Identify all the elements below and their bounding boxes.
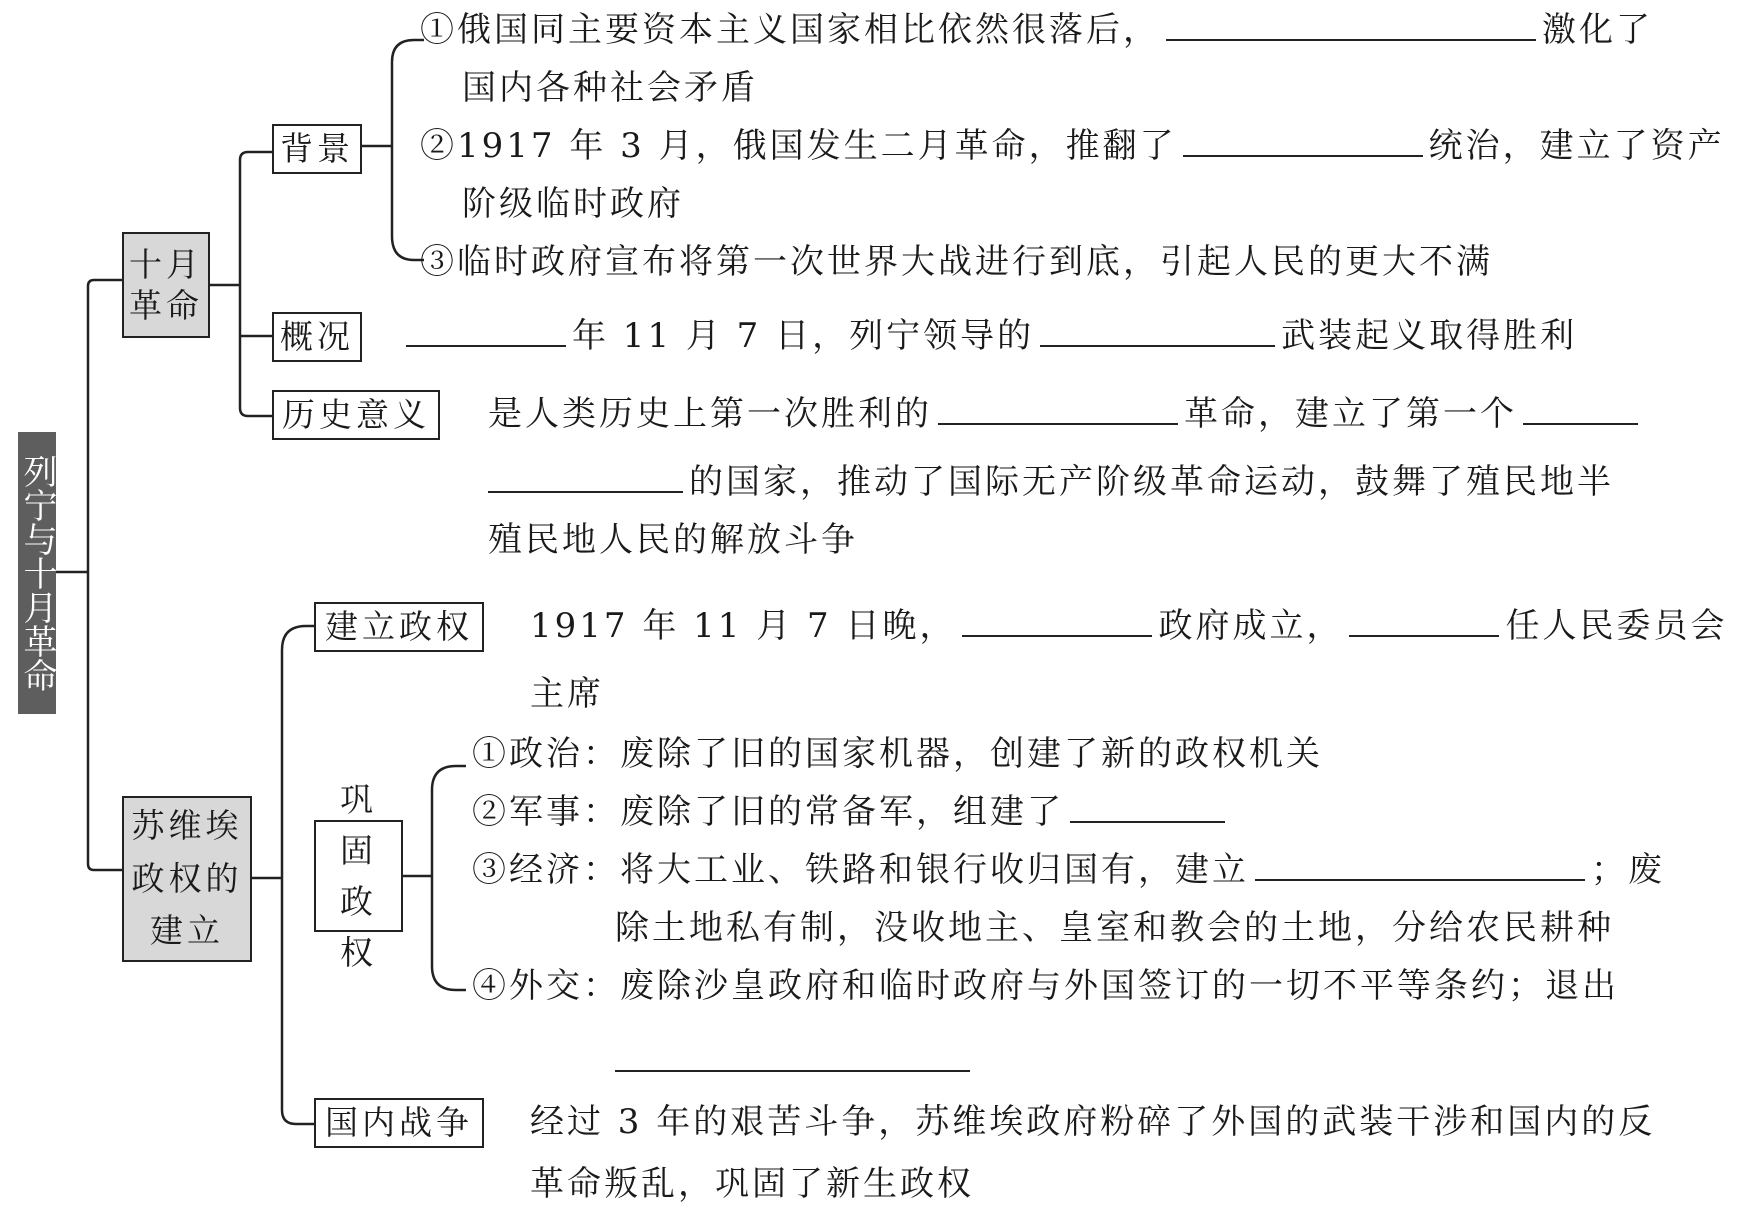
blank-significance-1 xyxy=(938,393,1178,425)
blank-overview-year xyxy=(406,315,566,347)
blank-background-1 xyxy=(1166,9,1536,41)
background-item-2-line-1 xyxy=(420,124,1725,168)
blank-consolidate-2 xyxy=(1070,791,1225,823)
consolidate-item-2-text: ②军事：废除了旧的常备军，组建了 xyxy=(472,792,1064,832)
civil-war-line-2 xyxy=(530,1162,974,1206)
background-item-2-text-a: ②1917 年 3 月，俄国发生二月革命，推翻了 xyxy=(420,126,1177,166)
connector-consolidate-bracket xyxy=(403,766,466,990)
establish-text-d: 主席 xyxy=(530,674,604,714)
establish-line-2 xyxy=(530,672,604,716)
background-item-3 xyxy=(420,240,1493,284)
consolidate-item-1-text: ①政治：废除了旧的国家机器，创建了新的政权机关 xyxy=(472,734,1323,774)
soviet-power-node xyxy=(122,796,252,962)
blank-background-2 xyxy=(1183,125,1423,157)
blank-consolidate-3 xyxy=(1255,849,1585,881)
blank-establish-2 xyxy=(1349,605,1499,637)
consolidate-item-4 xyxy=(472,964,1619,1008)
overview-node xyxy=(272,312,362,362)
establish-text-a: 1917 年 11 月 7 日晚， xyxy=(530,606,957,646)
civil-war-text-b: 革命叛乱，巩固了新生政权 xyxy=(530,1164,974,1204)
blank-significance-2 xyxy=(1523,393,1638,425)
overview-label: 概况 xyxy=(280,317,354,357)
consolidate-item-3-line-1 xyxy=(472,848,1665,892)
consolidate-label: 巩固政权 xyxy=(340,779,377,973)
overview-line xyxy=(400,314,1577,358)
blank-consolidate-4 xyxy=(615,1040,970,1072)
consolidate-item-2 xyxy=(472,790,1231,834)
significance-text-b: 革命，建立了第一个 xyxy=(1184,394,1517,434)
blank-significance-3 xyxy=(488,461,683,493)
consolidate-item-3-text-a: ③经济：将大工业、铁路和银行收归国有，建立 xyxy=(472,850,1249,890)
consolidate-item-3-text-c: 除土地私有制，没收地主、皇室和教会的土地，分给农民耕种 xyxy=(615,908,1614,948)
significance-text-c: 的国家，推动了国际无产阶级革命运动，鼓舞了殖民地半 xyxy=(689,462,1614,502)
connector-soviet xyxy=(252,626,314,1124)
significance-label: 历史意义 xyxy=(282,395,430,435)
background-node xyxy=(272,124,362,174)
connector-root xyxy=(54,280,122,870)
significance-text-d: 殖民地人民的解放斗争 xyxy=(488,520,858,560)
establish-line-1 xyxy=(530,604,1727,648)
blank-establish-1 xyxy=(962,605,1152,637)
consolidate-item-4-text: ④外交：废除沙皇政府和临时政府与外国签订的一切不平等条约；退出 xyxy=(472,966,1619,1006)
overview-text-a: 年 11 月 7 日，列宁领导的 xyxy=(572,316,1035,356)
civil-war-label: 国内战争 xyxy=(325,1103,473,1143)
background-item-1-line-2 xyxy=(462,66,758,110)
background-item-2-line-2 xyxy=(462,182,684,226)
consolidate-item-3-line-2 xyxy=(615,906,1614,950)
civil-war-node xyxy=(314,1098,484,1148)
consolidate-item-3-text-b: ；废 xyxy=(1591,850,1665,890)
background-item-1-text-c: 国内各种社会矛盾 xyxy=(462,68,758,108)
significance-text-a: 是人类历史上第一次胜利的 xyxy=(488,394,932,434)
root-title xyxy=(18,432,56,714)
consolidate-item-1 xyxy=(472,732,1323,776)
background-item-1-text-a: ①俄国同主要资本主义国家相比依然很落后， xyxy=(420,10,1160,50)
establish-label: 建立政权 xyxy=(325,607,473,647)
establish-node xyxy=(314,602,484,652)
civil-war-text-a: 经过 3 年的艰苦斗争，苏维埃政府粉碎了外国的武装干涉和国内的反 xyxy=(530,1102,1656,1142)
significance-line-1 xyxy=(488,392,1644,436)
background-item-1-text-b: 激化了 xyxy=(1542,10,1653,50)
blank-overview-party xyxy=(1040,315,1275,347)
civil-war-line-1 xyxy=(530,1100,1655,1144)
background-item-3-text: ③临时政府宣布将第一次世界大战进行到底，引起人民的更大不满 xyxy=(420,242,1493,282)
root-title-text: 列宁与十月革命 xyxy=(17,454,58,692)
background-item-2-text-b: 统治，建立了资产 xyxy=(1428,126,1725,166)
connector-october xyxy=(210,152,272,416)
october-revolution-node xyxy=(122,232,210,338)
background-item-1-line-1 xyxy=(420,8,1653,52)
background-label: 背景 xyxy=(280,129,354,169)
establish-text-b: 政府成立， xyxy=(1158,606,1344,646)
background-item-2-text-c: 阶级临时政府 xyxy=(462,184,684,224)
connector-background-bracket xyxy=(362,40,424,260)
significance-line-2 xyxy=(488,460,1614,504)
consolidate-node xyxy=(314,779,403,973)
overview-text-b: 武装起义取得胜利 xyxy=(1281,316,1578,356)
significance-node xyxy=(272,390,440,440)
soviet-power-label: 苏维埃政权的建立 xyxy=(131,805,243,951)
significance-line-3 xyxy=(488,518,858,562)
october-revolution-label: 十月革命 xyxy=(129,244,203,325)
establish-text-c: 任人民委员会 xyxy=(1505,606,1728,646)
